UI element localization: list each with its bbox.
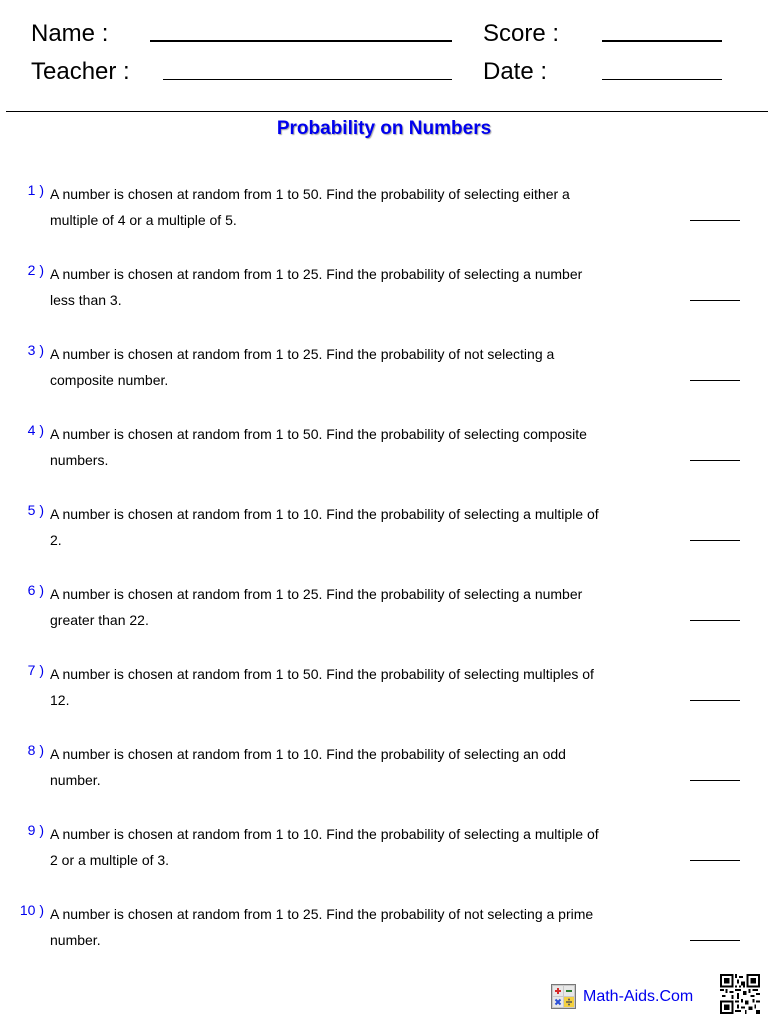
header-divider	[6, 111, 768, 112]
question-item	[0, 659, 768, 719]
question-text: A number is chosen at random from 1 to 25. Find the probability of selecting a number less than 3.	[50, 266, 583, 308]
worksheet-title: Probability on Numbers	[276, 118, 492, 139]
question-number: 4 )	[27, 422, 44, 438]
site-link[interactable]: Math-Aids.Com	[583, 988, 694, 1005]
question-number: 9 )	[27, 822, 44, 838]
answer-blank	[690, 620, 740, 621]
question-number: 8 )	[27, 742, 44, 758]
question-number: 6 )	[27, 582, 44, 598]
question-text: A number is chosen at random from 1 to 25. Find the probability of selecting a number greater than 22.	[50, 586, 583, 628]
score-label: Score :	[483, 20, 560, 47]
teacher-line	[163, 79, 452, 80]
question-item	[0, 499, 768, 559]
question-item	[0, 339, 768, 399]
question-text: A number is chosen at random from 1 to 25. Find the probability of not selecting a composite number.	[50, 346, 555, 388]
question-number: 10 )	[19, 902, 44, 918]
question-number: 7 )	[27, 662, 44, 678]
question-item	[0, 259, 768, 319]
question-text: A number is chosen at random from 1 to 50. Find the probability of selecting either a multiple of 4 or a multiple of 5.	[50, 186, 570, 228]
score-line	[602, 40, 722, 42]
name-label: Name :	[31, 20, 109, 47]
date-label: Date :	[483, 58, 548, 85]
date-line	[602, 79, 722, 80]
question-item	[0, 179, 768, 239]
name-line	[150, 40, 452, 42]
calculator-icon	[551, 984, 576, 1009]
question-text: A number is chosen at random from 1 to 50. Find the probability of selecting composite numbers.	[50, 426, 587, 468]
question-text: A number is chosen at random from 1 to 25. Find the probability of not selecting a prime number.	[50, 906, 594, 948]
question-number: 5 )	[27, 502, 44, 518]
question-text: A number is chosen at random from 1 to 10. Find the probability of selecting an odd number.	[50, 746, 566, 788]
question-item	[0, 819, 768, 879]
answer-blank	[690, 940, 740, 941]
question-text: A number is chosen at random from 1 to 10. Find the probability of selecting a multiple of 2.	[50, 506, 599, 548]
answer-blank	[690, 300, 740, 301]
answer-blank	[690, 540, 740, 541]
answer-blank	[690, 460, 740, 461]
question-item	[0, 899, 768, 959]
question-item	[0, 419, 768, 479]
teacher-label: Teacher :	[31, 58, 130, 85]
question-number: 3 )	[27, 342, 44, 358]
question-text: A number is chosen at random from 1 to 50. Find the probability of selecting multiples of 12.	[50, 666, 594, 708]
question-item	[0, 739, 768, 799]
answer-blank	[690, 700, 740, 701]
question-text: A number is chosen at random from 1 to 10. Find the probability of selecting a multiple of 2 or a multiple of 3.	[50, 826, 599, 868]
answer-blank	[690, 780, 740, 781]
qr-code-icon	[720, 974, 760, 1014]
answer-blank	[690, 860, 740, 861]
question-item	[0, 579, 768, 639]
answer-blank	[690, 380, 740, 381]
question-number: 2 )	[27, 262, 44, 278]
question-number: 1 )	[27, 182, 44, 198]
answer-blank	[690, 220, 740, 221]
